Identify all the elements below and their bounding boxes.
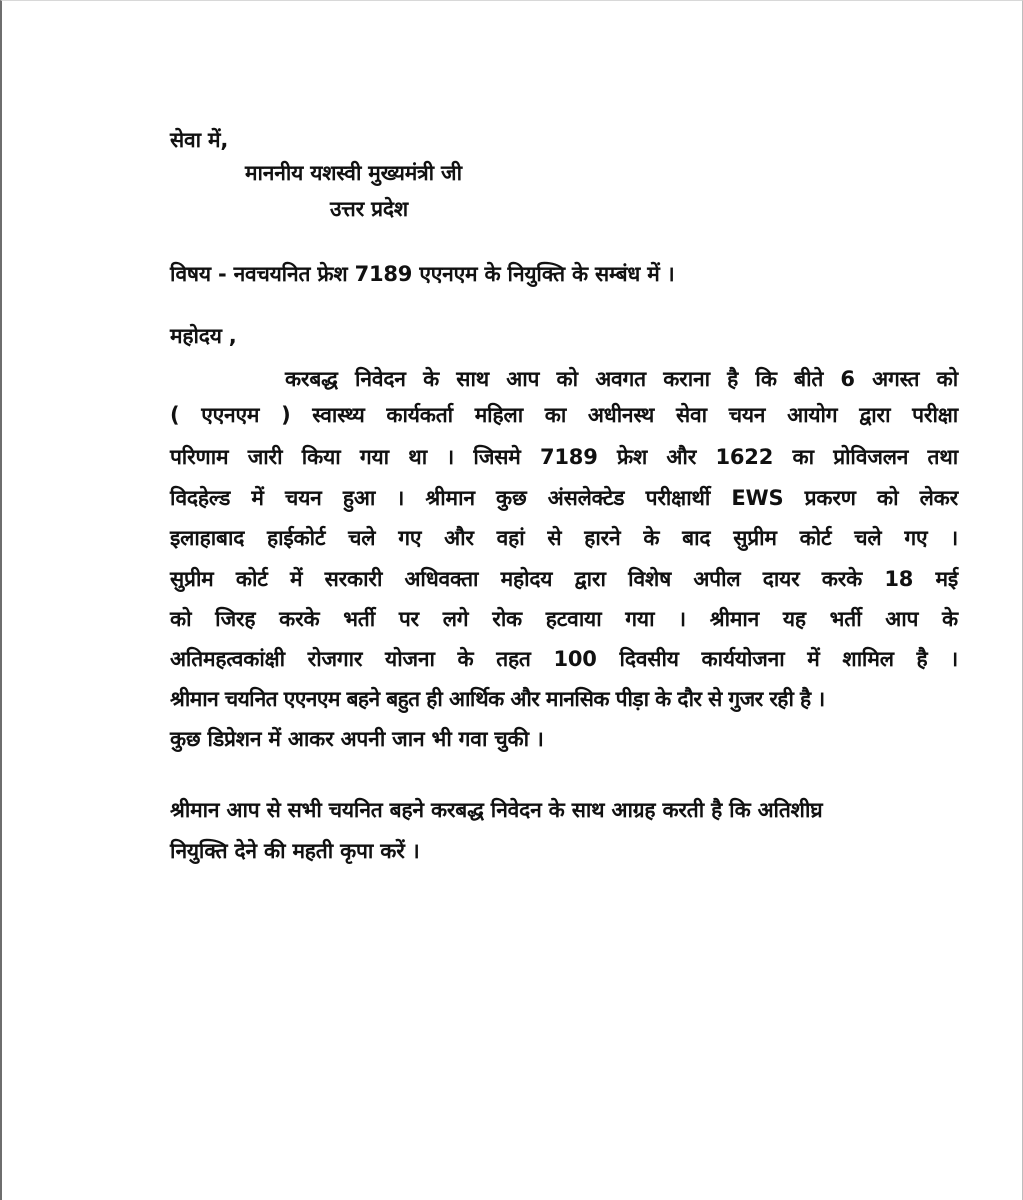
subject-line: विषय - नवचयनित फ्रेश 7189 एएनएम के नियुक्ति के सम्बंध में । <box>170 262 675 286</box>
body-line: ( एएनएम ) स्वास्थ्य कार्यकर्ता महिला का अधीनस्थ सेवा चयन आयोग द्वारा परीक्षा <box>170 403 958 427</box>
body-line: परिणाम जारी किया गया था । जिसमे 7189 फ्रेश और 1622 का प्रोविजलन तथा <box>170 445 958 469</box>
body-line: सुप्रीम कोर्ट में सरकारी अधिवक्ता महोदय द्वारा विशेष अपील दायर करके 18 मई <box>170 567 958 591</box>
body-line: इलाहाबाद हाईकोर्ट चले गए और वहां से हारने के बाद सुप्रीम कोर्ट चले गए । <box>170 526 958 550</box>
body-line: को जिरह करके भर्ती पर लगे रोक हटवाया गया । श्रीमान यह भर्ती आप के <box>170 607 958 631</box>
body-line: कुछ डिप्रेशन में आकर अपनी जान भी गवा चुकी । <box>170 727 544 751</box>
salutation-to: सेवा में, <box>170 128 229 152</box>
body-line: श्रीमान चयनित एएनएम बहने बहुत ही आर्थिक और मानसिक पीड़ा के दौर से गुजर रही है । <box>170 687 825 711</box>
body-line: अतिमहत्वकांक्षी रोजगार योजना के तहत 100 दिवसीय कार्ययोजना में शामिल है । <box>170 647 958 671</box>
addressee: माननीय यशस्वी मुख्यमंत्री जी <box>245 161 462 185</box>
greeting: महोदय , <box>170 324 237 348</box>
body-line: करबद्ध निवेदन के साथ आप को अवगत कराना है कि बीते 6 अगस्त को <box>285 367 958 391</box>
request-line: श्रीमान आप से सभी चयनित बहने करबद्ध निवेदन के साथ आग्रह करती है कि अतिशीघ्र <box>170 798 823 822</box>
addressee-state: उत्तर प्रदेश <box>330 197 408 221</box>
request-line: नियुक्ति देने की महती कृपा करें । <box>170 839 420 863</box>
body-line: विदहेल्ड में चयन हुआ । श्रीमान कुछ अंसलेक्टेड परीक्षार्थी EWS प्रकरण को लेकर <box>170 486 958 510</box>
